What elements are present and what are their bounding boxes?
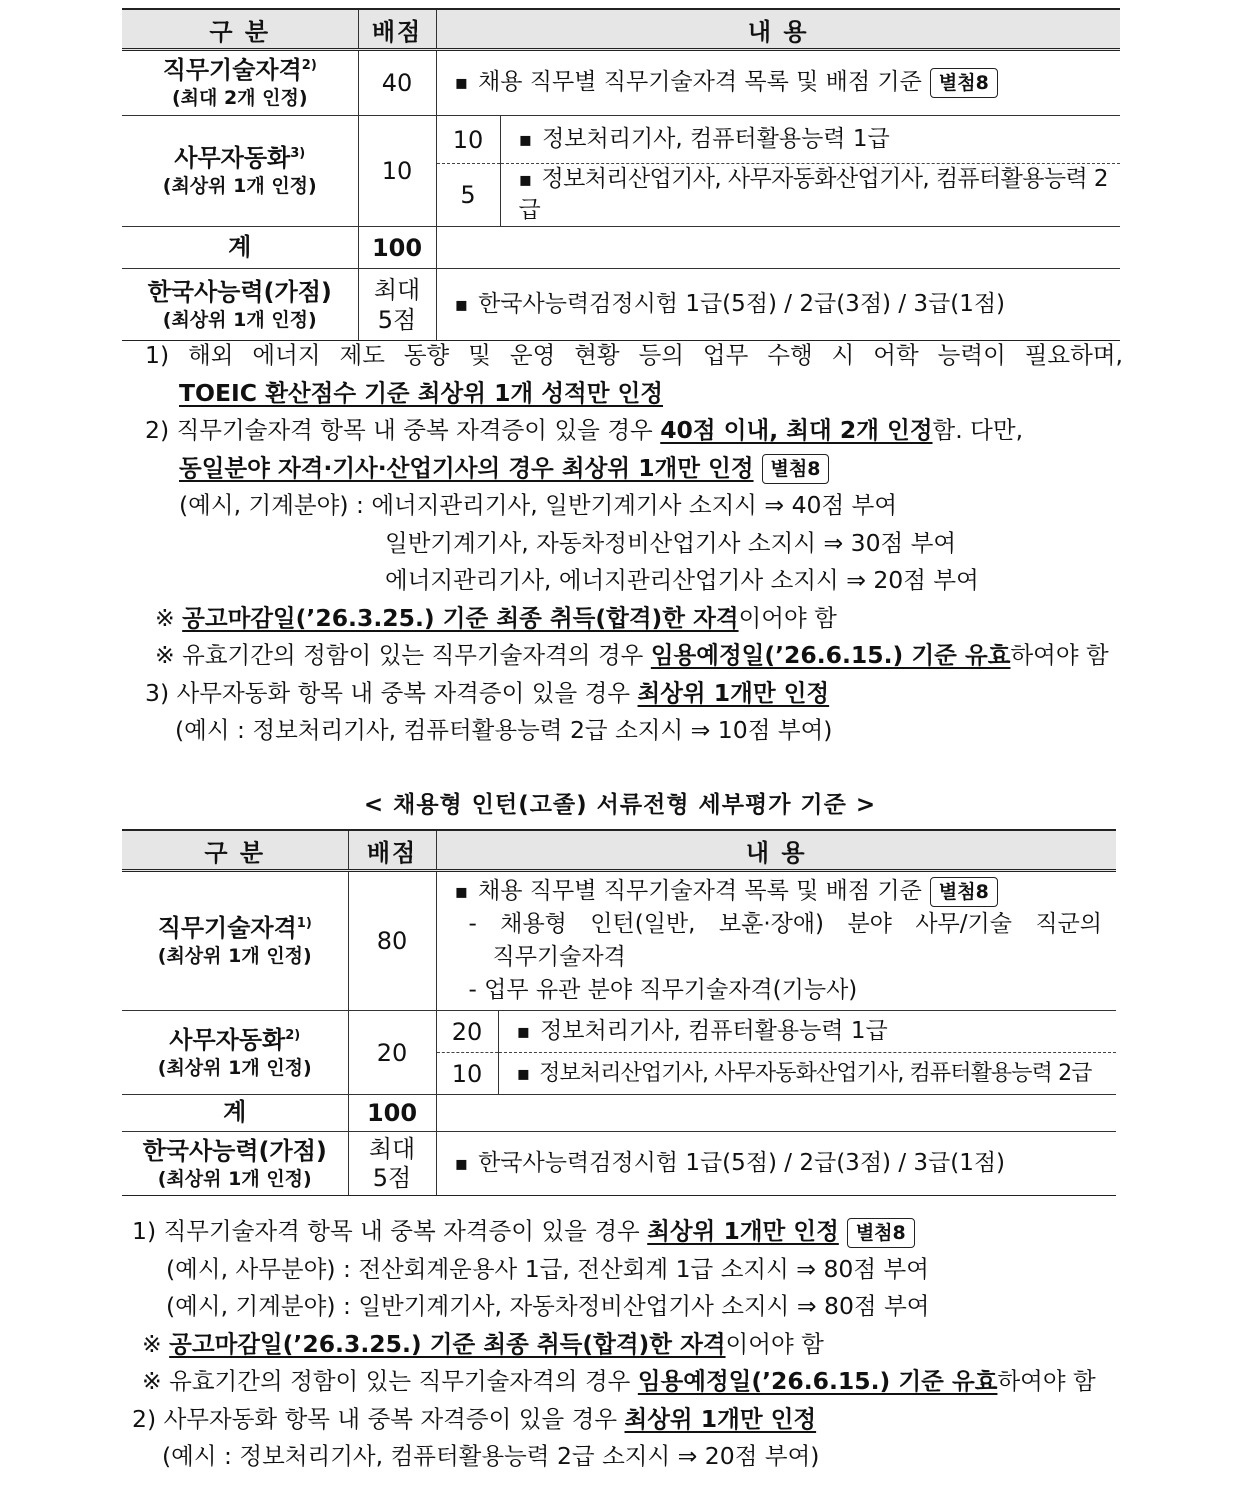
note-line: 2) 사무자동화 항목 내 중복 자격증이 있을 경우 최상위 1개만 인정	[132, 1404, 817, 1433]
content-cell	[498, 1011, 1116, 1053]
footnote-ref: 3)	[290, 146, 306, 162]
table-1	[122, 8, 1120, 341]
content-text: - 업무 유관 분야 직무기술자격(기능사)	[468, 977, 858, 1003]
example-line: (예시, 기계분야) : 에너지관리기사, 일반기계기사 소지시 ⇒ 40점 부여	[179, 491, 898, 519]
content-cell	[436, 1132, 1116, 1196]
category-sub: (최상위 1개 인정)	[157, 1167, 312, 1190]
remark-line: ※ 공고마감일(’26.3.25.) 기준 최종 취득(합격)한 자격이어야 함	[142, 1329, 824, 1358]
category-cell	[122, 1011, 348, 1095]
content-cell	[498, 1053, 1116, 1095]
total-label: 계	[122, 227, 358, 269]
table-row	[122, 227, 1120, 269]
category-label: 한국사능력(가점)	[142, 1136, 327, 1165]
category-cell	[122, 871, 348, 1011]
category-cell	[122, 269, 358, 341]
category-label: 한국사능력(가점)	[147, 277, 332, 306]
content-cell	[436, 50, 1120, 116]
category-label: 사무자동화	[169, 1025, 286, 1054]
empty-cell	[436, 1095, 1116, 1132]
table-row	[122, 871, 1116, 1011]
table-row	[122, 1132, 1116, 1196]
content-text: ▪ 채용 직무별 직무기술자격 목록 및 배점 기준	[455, 69, 922, 95]
category-sub: (최상위 1개 인정)	[162, 308, 317, 331]
points-cell: 20	[436, 1011, 498, 1053]
score-cell: 40	[358, 50, 436, 116]
total-score: 100	[358, 227, 436, 269]
score-cell: 최대 5점	[348, 1132, 436, 1196]
category-cell	[122, 50, 358, 116]
remark-line: ※ 유효기간의 정함이 있는 직무기술자격의 경우 임용예정일(’26.6.15.) 기준 유효하여야 함	[155, 641, 1109, 669]
example-line: (예시, 사무분야) : 전산회계운용사 1급, 전산회계 1급 소지시 ⇒ 80점 부여	[166, 1254, 929, 1283]
content-text: ▪ 한국사능력검정시험 1급(5점) / 2급(3점) / 3급(1점)	[455, 1150, 1006, 1176]
example-line: (예시 : 정보처리기사, 컴퓨터활용능력 2급 소지시 ⇒ 20점 부여)	[162, 1442, 820, 1470]
content-cell	[500, 116, 1120, 164]
remark-line: ※ 공고마감일(’26.3.25.) 기준 최종 취득(합격)한 자격이어야 함	[155, 603, 837, 632]
points-cell: 10	[436, 1053, 498, 1095]
header-content: 내 용	[436, 9, 1120, 50]
header-score: 배점	[358, 9, 436, 50]
attachment-badge: 별첨8	[762, 454, 830, 484]
category-label: 직무기술자격	[162, 56, 302, 85]
table-row	[122, 50, 1120, 116]
category-label: 직무기술자격	[157, 914, 297, 943]
note-line: 동일분야 자격·기사·산업기사의 경우 최상위 1개만 인정 별첨8	[145, 450, 1123, 488]
header-score: 배점	[348, 830, 436, 871]
example-line: 일반기계기사, 자동차정비산업기사 소지시 ⇒ 30점 부여	[385, 528, 957, 557]
category-sub: (최상위 1개 인정)	[157, 945, 312, 968]
total-label: 계	[122, 1095, 348, 1132]
footnote-ref: 2)	[301, 58, 317, 74]
content-text: ▪ 정보처리기사, 컴퓨터활용능력 1급	[519, 126, 890, 152]
content-text: ▪ 정보처리산업기사, 사무자동화산업기사, 컴퓨터활용능력 2급	[519, 166, 1108, 223]
note-line: TOEIC 환산점수 기준 최상위 1개 성적만 인정	[179, 378, 664, 407]
table-2	[122, 829, 1116, 1196]
notes-1	[145, 337, 1123, 750]
attachment-badge: 별첨8	[930, 877, 998, 907]
header-content: 내 용	[436, 830, 1116, 871]
score-cell: 80	[348, 871, 436, 1011]
footnote-ref: 2)	[285, 1027, 301, 1043]
attachment-badge: 별첨8	[847, 1218, 915, 1248]
remark-line: ※ 유효기간의 정함이 있는 직무기술자격의 경우 임용예정일(’26.6.15.) 기준 유효하여야 함	[142, 1367, 1096, 1395]
score-cell: 최대 5점	[358, 269, 436, 341]
category-sub: (최상위 1개 인정)	[157, 1056, 312, 1079]
note-line: 3) 사무자동화 항목 내 중복 자격증이 있을 경우 최상위 1개만 인정	[145, 678, 830, 707]
notes-2	[132, 1213, 1112, 1476]
score-cell: 20	[348, 1011, 436, 1095]
header-category: 구 분	[122, 830, 348, 871]
category-label: 사무자동화	[174, 144, 291, 173]
content-cell	[436, 269, 1120, 341]
table-row	[122, 116, 1120, 164]
content-text: ▪ 채용 직무별 직무기술자격 목록 및 배점 기준	[455, 878, 922, 904]
note-line: 2) 직무기술자격 항목 내 중복 자격증이 있을 경우 40점 이내, 최대 2개 인정함. 다만,	[145, 416, 1024, 444]
section-title: < 채용형 인턴(고졸) 서류전형 세부평가 기준 >	[363, 792, 877, 818]
header-category: 구 분	[122, 9, 358, 50]
points-cell: 5	[436, 164, 500, 227]
content-cell	[436, 871, 1116, 1011]
footnote-ref: 1)	[296, 916, 312, 932]
example-line: (예시, 기계분야) : 일반기계기사, 자동차정비산업기사 소지시 ⇒ 80점 부여	[166, 1292, 930, 1320]
content-cell	[500, 164, 1120, 227]
points-cell: 10	[436, 116, 500, 164]
empty-cell	[436, 227, 1120, 269]
table-row	[122, 1011, 1116, 1053]
table-header	[122, 830, 1116, 871]
content-text: ▪ 정보처리기사, 컴퓨터활용능력 1급	[517, 1018, 888, 1044]
note-line: 1) 직무기술자격 항목 내 중복 자격증이 있을 경우 최상위 1개만 인정 별첨8	[132, 1213, 1112, 1251]
content-text: 직무기술자격	[492, 944, 626, 970]
table-row	[122, 269, 1120, 341]
content-text: ▪ 정보처리산업기사, 사무자동화산업기사, 컴퓨터활용능력 2급	[517, 1061, 1092, 1086]
score-cell: 10	[358, 116, 436, 227]
category-sub: (최상위 1개 인정)	[162, 175, 317, 198]
attachment-badge: 별첨8	[930, 68, 998, 98]
table-row	[122, 1095, 1116, 1132]
category-sub: (최대 2개 인정)	[171, 87, 308, 110]
example-line: 에너지관리기사, 에너지관리산업기사 소지시 ⇒ 20점 부여	[385, 566, 979, 594]
example-line: (예시 : 정보처리기사, 컴퓨터활용능력 2급 소지시 ⇒ 10점 부여)	[175, 716, 833, 744]
category-cell	[122, 116, 358, 227]
category-cell	[122, 1132, 348, 1196]
content-text: - 채용형 인턴(일반, 보훈·장애) 분야 사무/기술 직군의	[468, 911, 1103, 937]
total-score: 100	[348, 1095, 436, 1132]
note-line: 1) 해외 에너지 제도 동향 및 운영 현황 등의 업무 수행 시 어학 능력이 필요하며,	[145, 341, 1123, 369]
content-text: ▪ 한국사능력검정시험 1급(5점) / 2급(3점) / 3급(1점)	[455, 291, 1006, 317]
table-header	[122, 9, 1120, 50]
